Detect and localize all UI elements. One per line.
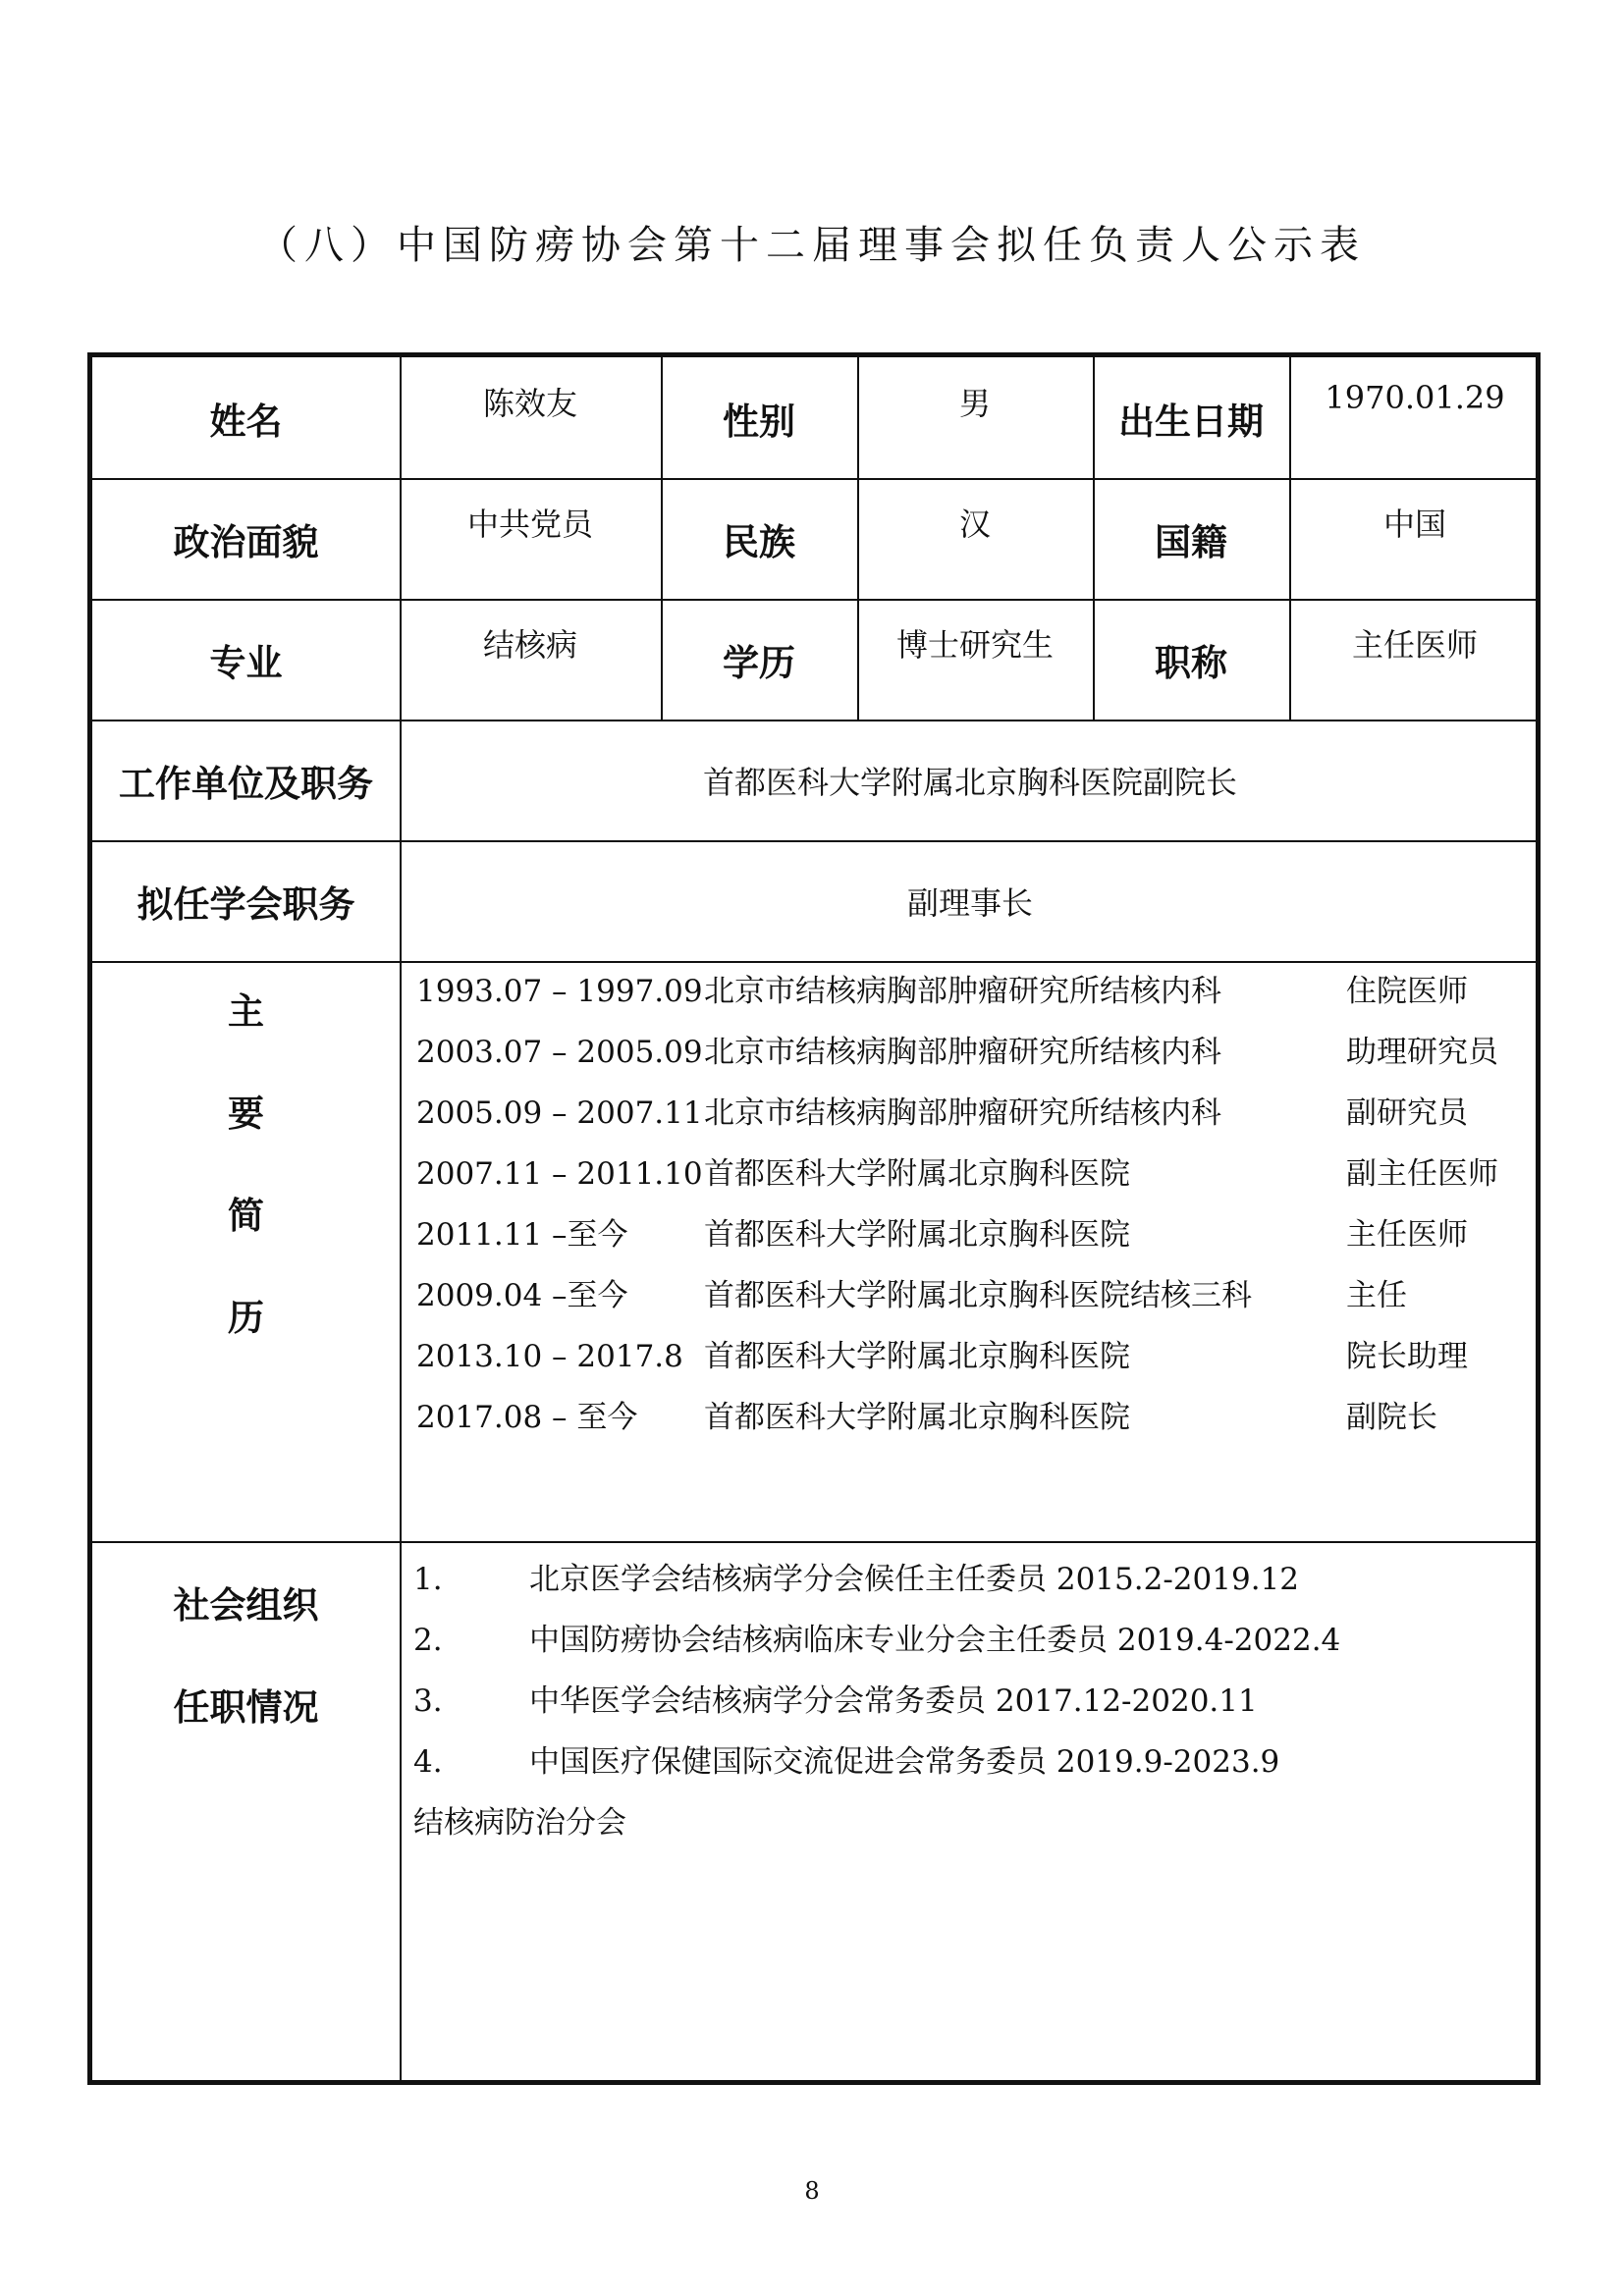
resume-row bbox=[400, 1387, 1541, 1448]
resume-label-char: 要 bbox=[228, 1093, 264, 1135]
resume-label-char: 简 bbox=[228, 1195, 264, 1237]
resume-list bbox=[400, 961, 1541, 1541]
social-text: 中华医学会结核病学分会常务委员 2017.12-2020.11 bbox=[529, 1683, 1258, 1719]
resume-position: 副主任医师 bbox=[1346, 1156, 1498, 1192]
resume-position: 住院医师 bbox=[1346, 974, 1468, 1009]
resume-label-char: 主 bbox=[228, 990, 264, 1033]
resume-position: 主任 bbox=[1346, 1278, 1407, 1313]
social-row bbox=[400, 1732, 1541, 1792]
resume-position: 主任医师 bbox=[1346, 1217, 1468, 1253]
resume-row bbox=[400, 1144, 1541, 1204]
page-title: （八）中国防痨协会第十二届理事会拟任负责人公示表 bbox=[258, 223, 1366, 268]
name-label: 姓名 bbox=[209, 400, 283, 443]
resume-row bbox=[400, 1326, 1541, 1387]
political-label: 政治面貌 bbox=[173, 520, 319, 563]
education-value: 博士研究生 bbox=[895, 626, 1054, 664]
resume-position: 副院长 bbox=[1346, 1400, 1437, 1435]
resume-label bbox=[92, 961, 400, 1541]
resume-period: 2009.04 –至今 bbox=[416, 1278, 628, 1313]
major-value: 结核病 bbox=[482, 626, 577, 664]
resume-unit: 首都医科大学附属北京胸科医院 bbox=[704, 1400, 1130, 1435]
social-row bbox=[400, 1549, 1541, 1610]
resume-unit: 首都医科大学附属北京胸科医院 bbox=[704, 1156, 1130, 1192]
resume-position: 副研究员 bbox=[1346, 1095, 1468, 1131]
social-row bbox=[400, 1792, 1541, 1853]
proposed-post-label: 拟任学会职务 bbox=[136, 882, 355, 926]
social-list bbox=[400, 1541, 1541, 2085]
social-num: 3. bbox=[413, 1683, 443, 1719]
resume-period: 2007.11 – 2011.10 bbox=[416, 1156, 703, 1192]
social-text: 中国医疗保健国际交流促进会常务委员 2019.9-2023.9 bbox=[529, 1744, 1280, 1780]
resume-unit: 首都医科大学附属北京胸科医院 bbox=[704, 1339, 1130, 1374]
major-label: 专业 bbox=[209, 641, 283, 684]
resume-row bbox=[400, 961, 1541, 1022]
work-unit-value: 首都医科大学附属北京胸科医院副院长 bbox=[702, 763, 1237, 801]
social-row bbox=[400, 1610, 1541, 1671]
resume-position: 院长助理 bbox=[1346, 1339, 1468, 1374]
name-value: 陈效友 bbox=[482, 385, 577, 422]
resume-position: 助理研究员 bbox=[1346, 1035, 1498, 1070]
resume-label-char: 历 bbox=[228, 1297, 264, 1339]
birth-label: 出生日期 bbox=[1118, 400, 1264, 443]
social-num: 1. bbox=[413, 1562, 443, 1597]
resume-period: 2005.09 – 2007.11 bbox=[416, 1095, 703, 1131]
political-value: 中共党员 bbox=[466, 506, 593, 543]
ethnicity-value: 汉 bbox=[958, 506, 991, 543]
resume-period: 1993.07 – 1997.09 bbox=[416, 974, 703, 1009]
job-title-value: 主任医师 bbox=[1351, 626, 1478, 664]
social-label bbox=[92, 1541, 400, 2085]
nationality-label: 国籍 bbox=[1155, 520, 1227, 563]
resume-row bbox=[400, 1265, 1541, 1326]
job-title-label: 职称 bbox=[1155, 641, 1227, 684]
social-text: 中国防痨协会结核病临床专业分会主任委员 2019.4-2022.4 bbox=[529, 1623, 1341, 1658]
resume-period: 2017.08 – 至今 bbox=[416, 1400, 638, 1435]
social-num: 4. bbox=[413, 1744, 443, 1780]
resume-row bbox=[400, 1204, 1541, 1265]
resume-period: 2003.07 – 2005.09 bbox=[416, 1035, 703, 1070]
education-label: 学历 bbox=[723, 641, 795, 684]
resume-unit: 北京市结核病胸部肿瘤研究所结核内科 bbox=[704, 1095, 1221, 1131]
resume-period: 2011.11 –至今 bbox=[416, 1217, 628, 1253]
resume-unit: 北京市结核病胸部肿瘤研究所结核内科 bbox=[704, 1035, 1221, 1070]
nationality-value: 中国 bbox=[1382, 506, 1446, 543]
page-number: 8 bbox=[804, 2177, 820, 2205]
social-continuation: 结核病防治分会 bbox=[413, 1805, 626, 1841]
birth-value: 1970.01.29 bbox=[1325, 379, 1505, 416]
resume-unit: 首都医科大学附属北京胸科医院 bbox=[704, 1217, 1130, 1253]
work-unit-label: 工作单位及职务 bbox=[119, 762, 373, 805]
resume-row bbox=[400, 1022, 1541, 1083]
ethnicity-label: 民族 bbox=[723, 520, 795, 563]
social-row bbox=[400, 1671, 1541, 1732]
resume-unit: 首都医科大学附属北京胸科医院结核三科 bbox=[704, 1278, 1252, 1313]
proposed-post-value: 副理事长 bbox=[906, 883, 1033, 922]
resume-row bbox=[400, 1083, 1541, 1144]
social-text: 北京医学会结核病学分会候任主任委员 2015.2-2019.12 bbox=[529, 1562, 1299, 1597]
social-num: 2. bbox=[413, 1623, 443, 1658]
gender-label: 性别 bbox=[723, 400, 795, 443]
info-table bbox=[87, 352, 1541, 2085]
resume-period: 2013.10 – 2017.8 bbox=[416, 1339, 683, 1374]
social-label-line1: 社会组织 bbox=[173, 1584, 319, 1627]
social-label-line2: 任职情况 bbox=[173, 1686, 319, 1729]
gender-value: 男 bbox=[958, 385, 991, 422]
resume-unit: 北京市结核病胸部肿瘤研究所结核内科 bbox=[704, 974, 1221, 1009]
